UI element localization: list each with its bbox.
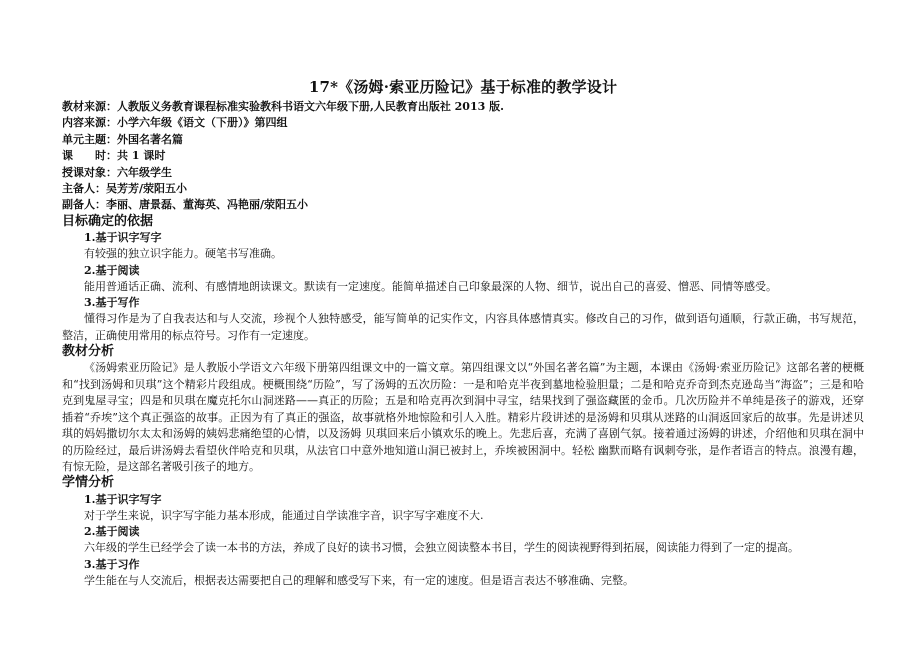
meta-row-class-hours [62, 148, 864, 164]
meta-value: 共 1 课时 [117, 149, 166, 163]
document-title: 17*《汤姆·索亚历险记》基于标准的教学设计 [308, 78, 618, 96]
meta-row-co-preparers [62, 197, 864, 213]
paragraph: 学生能在与人交流后，根据表达需要把自己的理解和感受写下来，有一定的速度。但是语言表达不够准确、完整。 [84, 573, 634, 587]
subheading: 2.基于阅读 [84, 525, 140, 539]
paragraph: 能用普通话正确、流利、有感情地朗读课文。默读有一定速度。能简单描述自己印象最深的人物、细节，说出自己的喜爱、憎恶、同情等感受。 [84, 279, 777, 293]
meta-row-unit-theme [62, 132, 864, 148]
meta-label: 副备人： [62, 198, 106, 212]
meta-value: 李丽、唐景磊、董海英、冯艳丽/荥阳五小 [106, 198, 309, 212]
meta-value: 外国名著名篇 [117, 132, 183, 146]
subheading: 1.基于识字写字 [84, 231, 162, 245]
meta-value: 吴芳芳/荥阳五小 [106, 182, 188, 196]
meta-label: 主备人： [62, 182, 106, 196]
meta-row-textbook-source [62, 99, 864, 115]
meta-label: 教材来源： [62, 100, 117, 113]
meta-row-audience [62, 165, 864, 181]
meta-block [62, 99, 864, 214]
section-goal-basis [62, 214, 864, 344]
section-textbook-analysis [62, 344, 864, 475]
subheading: 3.基于习作 [84, 557, 140, 571]
paragraph: 《汤姆索亚历险记》是人教版小学语文六年级下册第四组课文中的一篇文章。第四组课文以“外国名著名篇”为主题，本课由《汤姆·索亚历险记》这部名著的梗概和“找到汤姆和贝琪”这个精彩片段组成。梗概围绕“历险”，写了汤姆的五次历险：一是和哈克半夜到墓地检验胆量；二是和哈克乔奇到杰克逊岛当“海盗”；三是和哈克到鬼屋寻宝；四是和贝琪在魔克托尔山洞迷路——真正的历险；五是和哈克再次到洞中寻宝，结果找到了强盗藏匿的金币。几次历险并不单纯是孩子的游戏，还穿插着“乔埃”这个真正强盗的故事。正因为有了真正的强盗，故事就格外地惊险和引人入胜。精彩片段讲述的是汤姆和贝琪从迷路的山洞返回家后的故事。先是讲述贝琪的妈妈撒切尔太太和汤姆的姨妈悲痛绝望的心情，以及汤姆 贝琪回来后小镇欢乐的晚上。先悲后喜，充满了喜剧气氛。接着通过汤姆的讲述，介绍他和贝琪在洞中的历险经过，最后讲汤姆去看望伙伴哈克和贝琪，从法官口中意外地知道山洞已被封上，乔埃被困洞中。轻松 幽默而略有讽刺夸张，是作者语言的特点。浪漫有趣，有惊无险，是这部名著吸引孩子的地方。 [62, 361, 864, 473]
document-page [62, 78, 864, 589]
meta-label: 授课对象： [62, 165, 117, 179]
section-learner-analysis [62, 475, 864, 589]
subheading: 2.基于阅读 [84, 263, 140, 277]
meta-row-main-preparer [62, 181, 864, 197]
meta-value: 六年级学生 [117, 165, 172, 179]
section-heading: 教材分析 [62, 343, 115, 359]
paragraph: 对于学生来说，识字写字能力基本形成，能通过自学读准字音，识字写字难度不大. [84, 508, 484, 522]
subheading: 1.基于识字写字 [84, 492, 162, 506]
section-heading: 目标确定的依据 [62, 213, 154, 229]
meta-label: 内容来源： [62, 116, 117, 130]
meta-value: 小学六年级《语文（下册）》第四组 [117, 116, 288, 130]
meta-label: 单元主题： [62, 132, 117, 146]
paragraph: 六年级的学生已经学会了读一本书的方法，养成了良好的读书习惯，会独立阅读整本书目，学生的阅读视野得到拓展，阅读能力得到了一定的提高。 [84, 541, 799, 555]
paragraph: 懂得习作是为了自我表达和与人交流，珍视个人独特感受，能写简单的记实作文，内容具体感情真实。修改自己的习作，做到语句通顺，行款正确，书写规范，整洁，正确使用常用的标点符号。习作有一定速度。 [62, 312, 864, 342]
paragraph: 有较强的独立识字能力。硬笔书写准确。 [84, 247, 282, 261]
meta-row-content-source [62, 115, 864, 131]
meta-label: 课 时： [62, 149, 117, 163]
meta-value: 人教版义务教育课程标准实验教科书语文六年级下册,人民教育出版社 2013 版. [117, 100, 504, 113]
subheading: 3.基于写作 [84, 296, 140, 310]
section-heading: 学情分析 [62, 475, 115, 491]
